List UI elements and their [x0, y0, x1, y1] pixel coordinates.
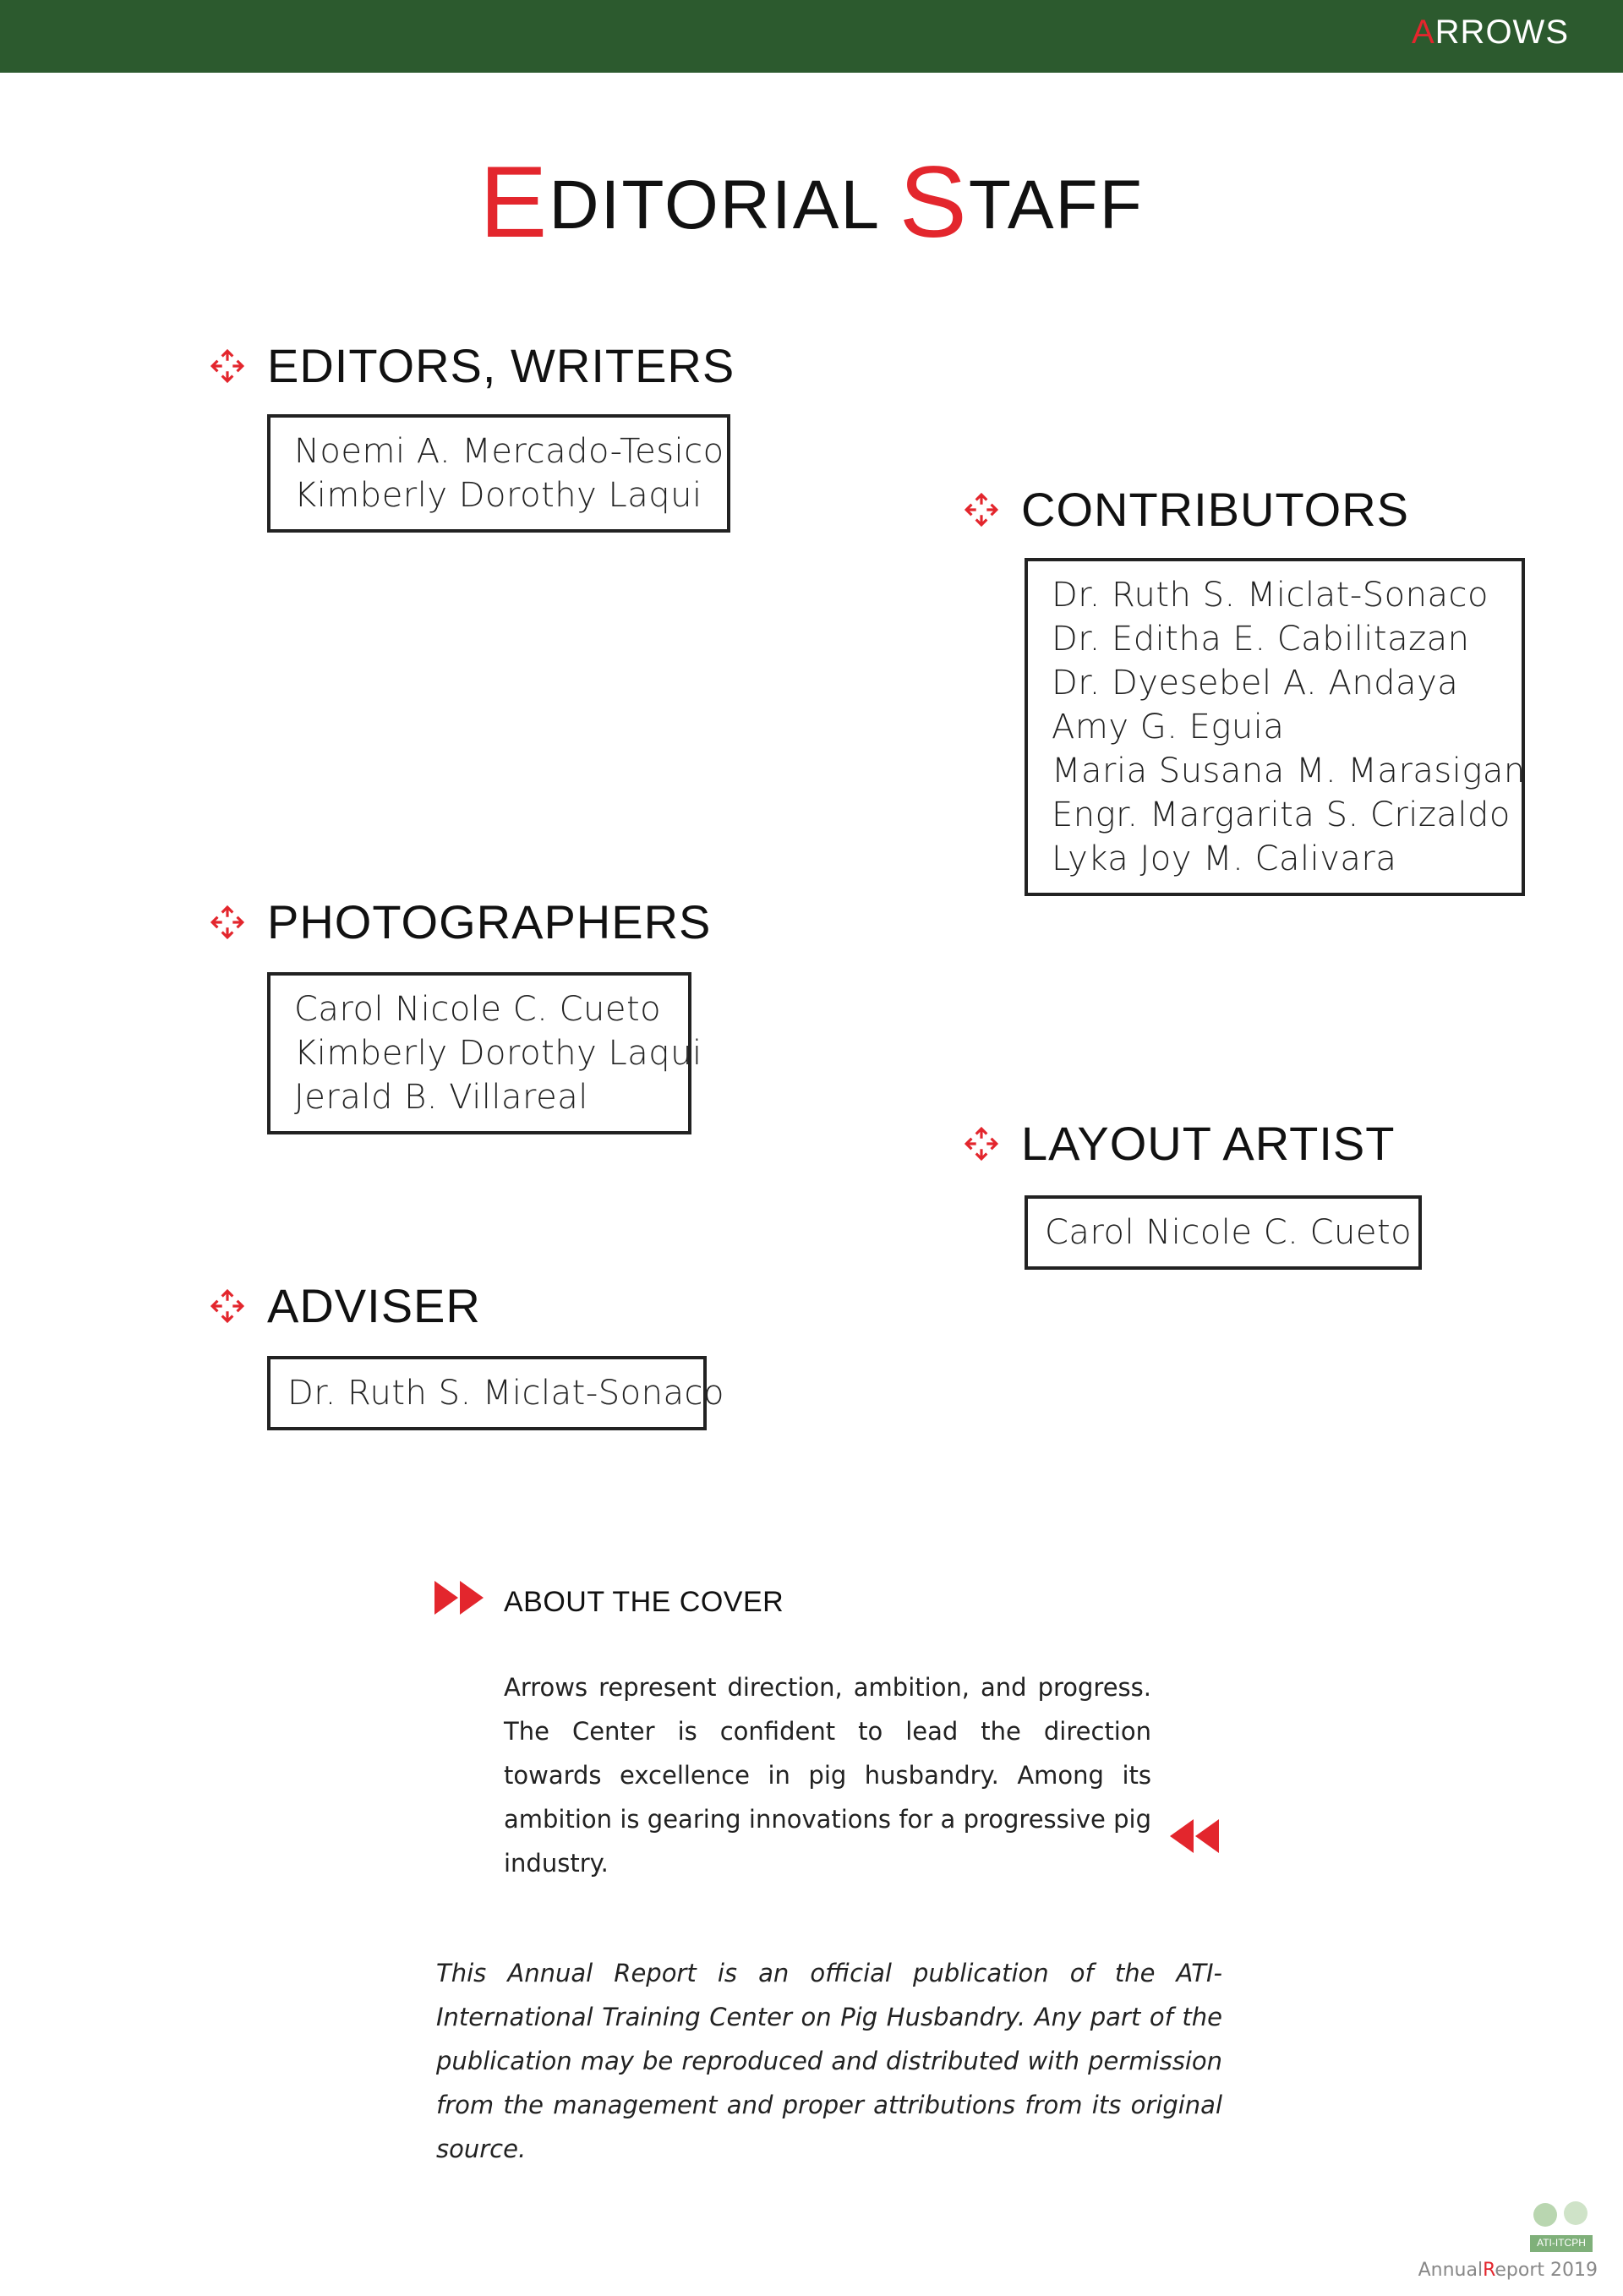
- center-logo: [1528, 2198, 1594, 2254]
- fast-forward-icon: [434, 1581, 485, 1615]
- layout-artist-heading-text: LAYOUT ARTIST: [1021, 1117, 1396, 1170]
- photographers-heading: [210, 894, 711, 949]
- footer-annual-report: [1418, 2260, 1598, 2281]
- adviser-heading: [210, 1278, 481, 1333]
- photographer-name: Kimberly Dorothy Laqui: [294, 1034, 702, 1073]
- footer-report-rest: eport 2019: [1495, 2260, 1598, 2281]
- contributor-name: Maria Susana M. Marasigan: [1052, 752, 1526, 790]
- layout-artist-name: Carol Nicole C. Cueto: [1045, 1213, 1413, 1252]
- brand-initial: A: [1411, 14, 1435, 51]
- contributors-box: [1025, 558, 1525, 896]
- four-arrows-icon: [210, 348, 245, 384]
- header-bar: [0, 0, 1623, 73]
- title-second-rest: TAFF: [968, 167, 1144, 243]
- brand-wordmark: [1412, 14, 1569, 52]
- contributor-name: Lyka Joy M. Calivara: [1052, 839, 1397, 878]
- page-title: [0, 144, 1623, 260]
- editors-heading-text: EDITORS, WRITERS: [267, 339, 735, 392]
- about-text: Arrows represent direction, ambition, and progress. The Center is confident to lead the direction towards excellence in pig husbandry. Among its ambition is gearing innovations for a progressive pig industry.: [504, 1673, 1151, 1878]
- adviser-name: Dr. Ruth S. Miclat-Sonaco: [287, 1374, 724, 1413]
- photographers-heading-text: PHOTOGRAPHERS: [267, 895, 712, 948]
- editors-heading: [210, 338, 735, 393]
- contributor-name: Dr. Dyesebel A. Andaya: [1052, 664, 1459, 702]
- layout-artist-heading: [964, 1116, 1395, 1171]
- adviser-heading-text: ADVISER: [267, 1279, 481, 1332]
- four-arrows-icon: [210, 905, 245, 940]
- center-logo-label: ATI-ITCPH: [1537, 2237, 1586, 2249]
- rewind-icon: [1170, 1819, 1221, 1853]
- layout-artist-box: [1025, 1195, 1422, 1270]
- contributor-name: Amy G. Eguia: [1052, 708, 1285, 746]
- contributor-name: Engr. Margarita S. Crizaldo: [1052, 795, 1511, 834]
- four-arrows-icon: [210, 1288, 245, 1324]
- adviser-box: [267, 1356, 724, 1430]
- editor-name: Kimberly Dorothy Laqui: [294, 476, 702, 515]
- contributors-heading-text: CONTRIBUTORS: [1021, 483, 1409, 536]
- title-first-rest: DITORIAL: [549, 167, 899, 243]
- contributor-name: Dr. Ruth S. Miclat-Sonaco: [1052, 576, 1489, 615]
- about-heading: ABOUT THE COVER: [504, 1586, 784, 1618]
- photographer-name: Jerald B. Villareal: [294, 1078, 588, 1117]
- title-second-cap: S: [899, 145, 969, 259]
- photographer-name: Carol Nicole C. Cueto: [294, 990, 662, 1029]
- disclaimer-text: This Annual Report is an official publication of the ATI-International Training Center on Pig Husbandry. Any part of the publication may be reproduced and distributed with permission from the management and proper attributions from its original source.: [436, 1959, 1222, 2163]
- footer-report-initial: R: [1483, 2260, 1495, 2281]
- four-arrows-icon: [964, 1126, 999, 1162]
- editors-box: [267, 414, 730, 533]
- photographers-box: [267, 972, 702, 1134]
- four-arrows-icon: [964, 492, 999, 528]
- footer-annual: Annual: [1418, 2260, 1484, 2281]
- brand-rest: RROWS: [1434, 14, 1569, 51]
- editor-name: Noemi A. Mercado-Tesico: [294, 432, 724, 471]
- contributors-heading: [964, 482, 1409, 537]
- contributor-name: Dr. Editha E. Cabilitazan: [1052, 620, 1470, 659]
- title-first-cap: E: [479, 145, 549, 259]
